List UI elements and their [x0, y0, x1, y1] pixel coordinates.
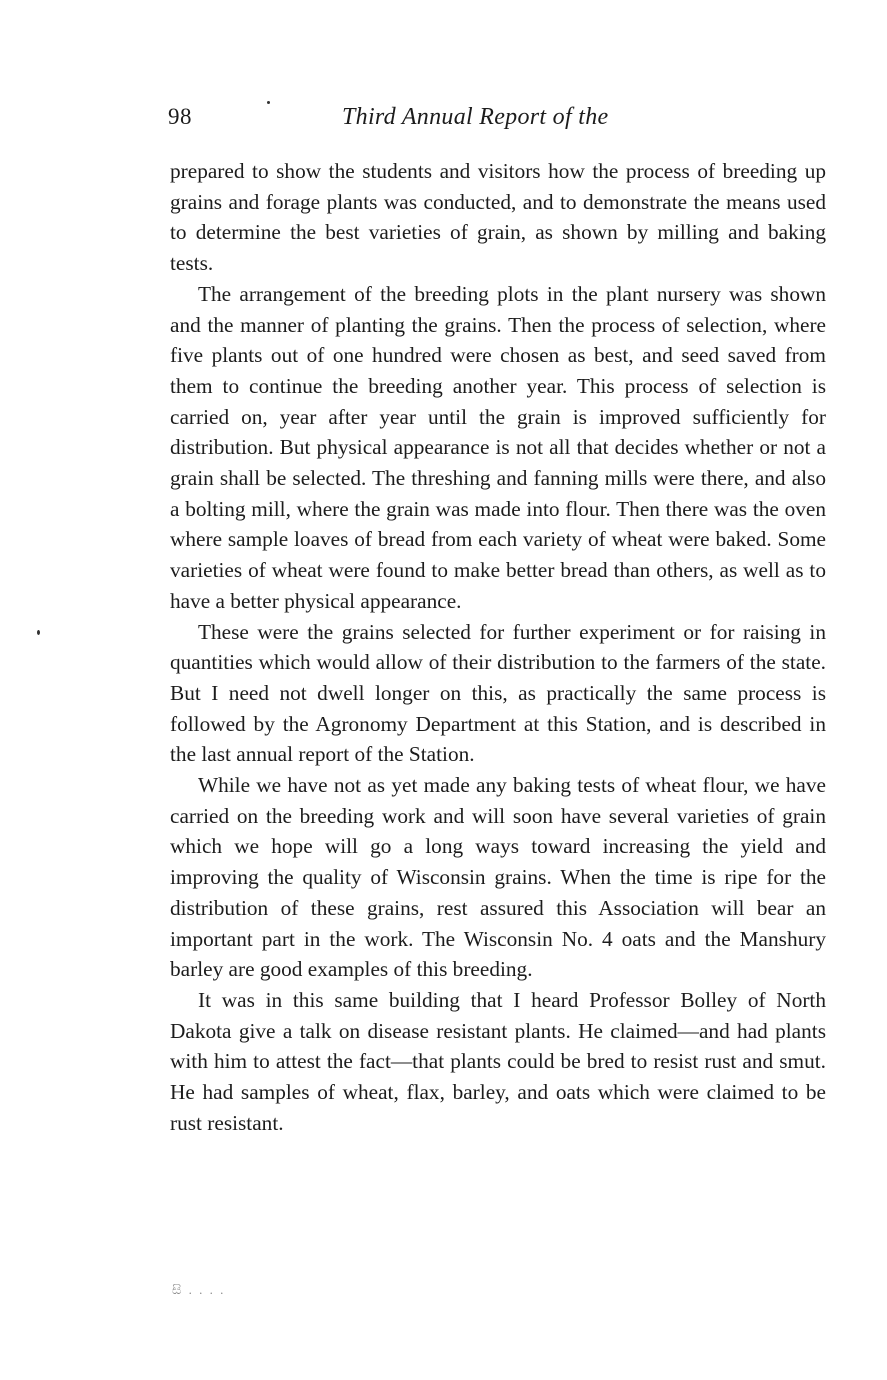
- body-text: [170, 156, 826, 1139]
- paragraph-1: prepared to show the students and visitors how the process of breeding up grains and forage plants was conducted, and to demonstrate the means used to determine the best varieties of grain, as shown by milling and baking tests.: [170, 159, 826, 276]
- paragraph-3: These were the grains selected for further experiment or for raising in quantities which would allow of their distribution to the farmers of the state. But I need not dwell longer on this, as practically the same process is followed by the Agronomy Department at this Station, and is described in the last annual report of the Station.: [170, 619, 826, 767]
- ink-speck: [37, 630, 40, 635]
- paragraph-4: While we have not as yet made any baking tests of wheat flour, we have carried on the breeding work and will soon have several varieties of grain which we hope will go a long ways toward increasing the yield and improving the quality of Wisconsin grains. When the time is ripe for the distribution of these grains, rest assured this Association will bear an important part in the work. The Wisconsin No. 4 oats and the Manshury barley are good examples of this breeding.: [170, 773, 826, 982]
- footer-smudge: සි . . . .: [172, 1282, 226, 1297]
- page-header: [168, 104, 828, 140]
- paragraph-5: It was in this same building that I heard Professor Bolley of North Dakota give a talk on disease resistant plants. He claimed—and had plants with him to attest the fact—that plants could be bred to resist rust and smut. He had samples of wheat, flax, barley, and oats which were claimed to be rust resistant.: [170, 987, 826, 1135]
- page-number: 98: [168, 104, 192, 129]
- ink-speck: [267, 101, 270, 104]
- running-title: Third Annual Report of the: [342, 104, 609, 130]
- paragraph-2: The arrangement of the breeding plots in the plant nursery was shown and the manner of planting the grains. Then the process of selection, where five plants out of one hundred were chosen as best, and seed saved from them to continue the breeding another year. This process of selection is carried on, year after year until the grain is improved sufficiently for distribution. But physical appearance is not all that decides whether or not a grain shall be selected. The threshing and fanning mills were there, and also a bolting mill, where the grain was made into flour. Then there was the oven where sample loaves of bread from each variety of wheat were baked. Some varieties of wheat were found to make better bread than others, as well as to have a better physical appearance.: [170, 281, 826, 613]
